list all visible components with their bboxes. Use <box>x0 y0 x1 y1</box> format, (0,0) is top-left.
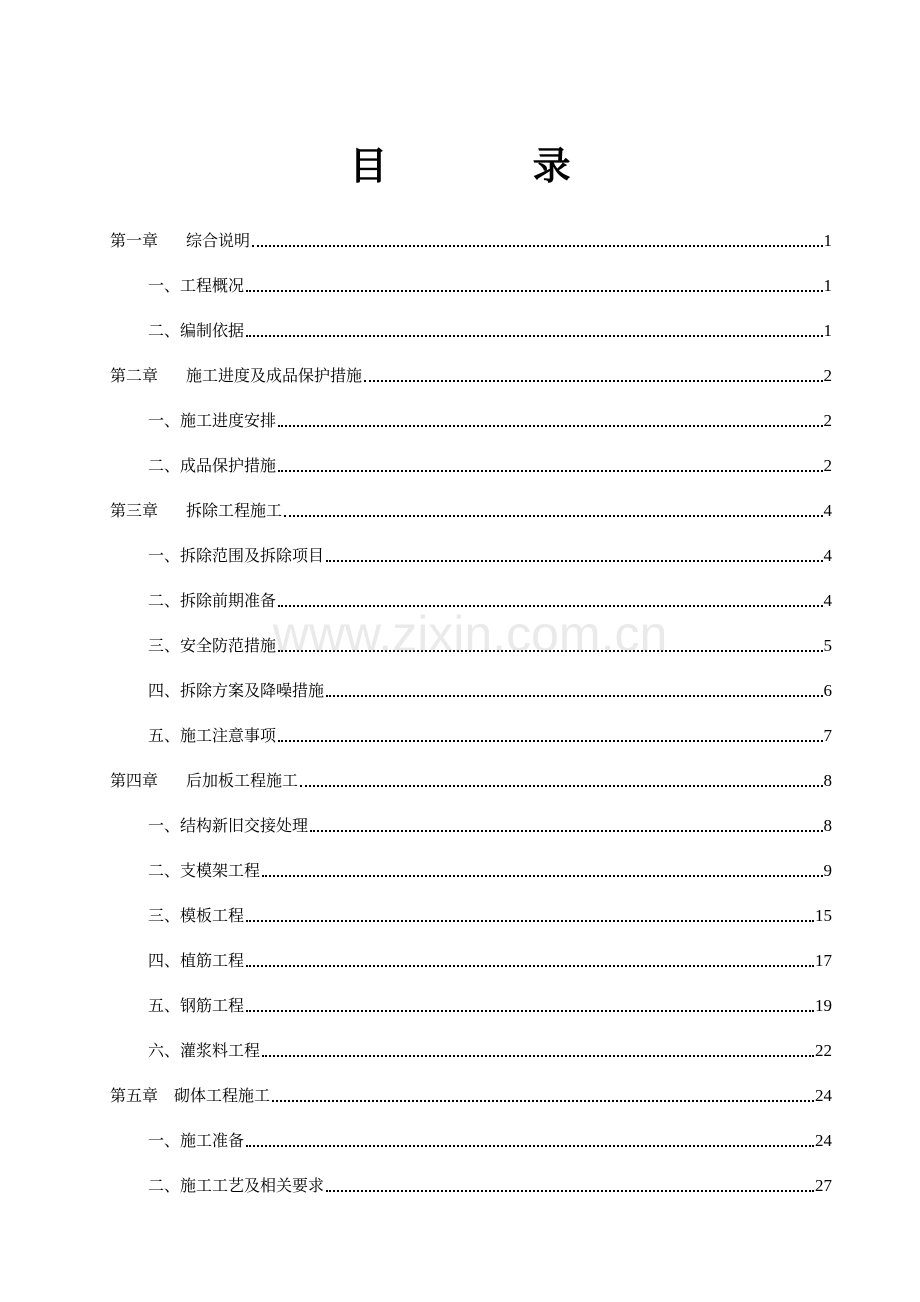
toc-entry-label <box>148 815 310 837</box>
toc-page-number: 2 <box>823 366 832 385</box>
toc-dot-leader <box>246 289 822 292</box>
toc-section-entry[interactable] <box>148 883 832 927</box>
toc-section-entry[interactable] <box>148 658 832 702</box>
toc-section-entry[interactable] <box>148 703 832 747</box>
toc-page-number: 2 <box>823 411 832 430</box>
toc-entry-text: 一、拆除范围及拆除项目 <box>148 546 325 565</box>
toc-entry-label <box>148 725 278 747</box>
toc-entry-label <box>148 905 246 927</box>
toc-section-entry[interactable] <box>148 253 832 297</box>
toc-entry-label <box>148 275 246 297</box>
toc-page-number: 15 <box>815 906 832 925</box>
toc-entry-label <box>148 545 326 567</box>
toc-entry-label <box>148 1130 246 1152</box>
toc-dot-leader <box>300 784 822 787</box>
toc-entry-label <box>148 635 278 657</box>
toc-dot-leader <box>246 334 822 337</box>
toc-page-number: 5 <box>823 636 832 655</box>
toc-entry-text: 三、安全防范措施 <box>148 636 277 655</box>
toc-page-number: 9 <box>823 861 832 880</box>
toc-entry-text: 综合说明 <box>186 231 251 250</box>
toc-section-entry[interactable] <box>148 613 832 657</box>
toc-entry-text: 后加板工程施工 <box>186 771 299 790</box>
toc-dot-leader <box>272 1099 814 1102</box>
toc-entry-text: 二、编制依据 <box>148 321 245 340</box>
toc-entry-text: 二、成品保护措施 <box>148 456 277 475</box>
toc-dot-leader <box>310 829 822 832</box>
toc-entry-text: 五、钢筋工程 <box>148 996 245 1015</box>
toc-entry-label <box>148 455 278 477</box>
toc-section-entry[interactable] <box>148 928 832 972</box>
toc-entry-label <box>148 590 278 612</box>
toc-page-number: 4 <box>823 591 832 610</box>
toc-dot-leader <box>246 919 814 922</box>
toc-chapter-entry[interactable] <box>110 478 832 522</box>
toc-dot-leader <box>278 424 822 427</box>
toc-page-number: 1 <box>823 231 832 250</box>
toc-page-number: 6 <box>823 681 832 700</box>
toc-dot-leader <box>278 649 822 652</box>
toc-dot-leader <box>364 379 822 382</box>
toc-dot-leader <box>262 874 822 877</box>
toc-entry-label <box>148 410 278 432</box>
toc-page-number: 24 <box>815 1131 832 1150</box>
toc-dot-leader <box>252 244 822 247</box>
toc-dot-leader <box>246 964 814 967</box>
toc-dot-leader <box>326 559 822 562</box>
toc-entry-text: 三、模板工程 <box>148 906 245 925</box>
toc-section-entry[interactable] <box>148 973 832 1017</box>
toc-page-number: 4 <box>823 501 832 520</box>
toc-page-number: 8 <box>823 816 832 835</box>
toc-section-entry[interactable] <box>148 298 832 342</box>
toc-page-number: 2 <box>823 456 832 475</box>
toc-chapter-entry[interactable] <box>110 748 832 792</box>
toc-entry-text: 二、施工工艺及相关要求 <box>148 1176 325 1195</box>
toc-section-entry[interactable] <box>148 388 832 432</box>
toc-entry-label <box>148 1175 326 1197</box>
toc-section-entry[interactable] <box>148 568 832 612</box>
toc-entry-label <box>110 230 252 252</box>
toc-page-number: 27 <box>815 1176 832 1195</box>
toc-page-number: 7 <box>823 726 832 745</box>
toc-page-number: 24 <box>815 1086 832 1105</box>
toc-entry-label <box>148 1040 262 1062</box>
toc-entry-label <box>148 995 246 1017</box>
toc-section-entry[interactable] <box>148 1018 832 1062</box>
toc-entry-label <box>110 770 300 792</box>
toc-page-number: 1 <box>823 321 832 340</box>
watermark: www.zixin.com.cn <box>272 606 668 662</box>
toc-entry-text: 四、拆除方案及降噪措施 <box>148 681 325 700</box>
toc-page-number: 4 <box>823 546 832 565</box>
toc-entry-text: 一、结构新旧交接处理 <box>148 816 309 835</box>
toc-chapter-number: 第一章 <box>110 231 159 250</box>
toc-entry-text: 二、拆除前期准备 <box>148 591 277 610</box>
toc-entry-text: 六、灌浆料工程 <box>148 1041 261 1060</box>
toc-entry-label <box>110 365 364 387</box>
toc-entry-text: 二、支模架工程 <box>148 861 261 880</box>
toc-dot-leader <box>278 469 822 472</box>
toc-dot-leader <box>284 514 822 517</box>
toc-entry-label <box>148 320 246 342</box>
toc-entry-label <box>148 680 326 702</box>
toc-page-number: 1 <box>823 276 832 295</box>
toc-entry-text: 施工进度及成品保护措施 <box>186 366 363 385</box>
toc-page-number: 19 <box>815 996 832 1015</box>
toc-chapter-number: 第四章 <box>110 771 159 790</box>
toc-chapter-number: 第二章 <box>110 366 159 385</box>
toc-page-number: 22 <box>815 1041 832 1060</box>
toc-section-entry[interactable] <box>148 1108 832 1152</box>
toc-entry-text: 一、施工进度安排 <box>148 411 277 430</box>
toc-entry-label <box>148 950 246 972</box>
toc-dot-leader <box>246 1144 814 1147</box>
toc-entry-text: 一、工程概况 <box>148 276 245 295</box>
toc-entry-text: 四、植筋工程 <box>148 951 245 970</box>
toc-entry-text: 五、施工注意事项 <box>148 726 277 745</box>
toc-section-entry[interactable] <box>148 793 832 837</box>
toc-dot-leader <box>246 1009 814 1012</box>
toc-entry-label <box>110 1085 272 1107</box>
toc-entry-text: 拆除工程施工 <box>186 501 283 520</box>
toc-page-number: 8 <box>823 771 832 790</box>
toc-dot-leader <box>326 1189 814 1192</box>
toc-section-entry[interactable] <box>148 433 832 477</box>
toc-entry-text: 砌体工程施工 <box>174 1086 271 1105</box>
toc-dot-leader <box>262 1054 814 1057</box>
toc-dot-leader <box>278 604 822 607</box>
toc-chapter-number: 第五章 <box>110 1086 159 1105</box>
toc-entry-label <box>110 500 284 522</box>
page-title: 目 录 <box>349 143 637 188</box>
toc-section-entry[interactable] <box>148 523 832 567</box>
toc-chapter-entry[interactable] <box>110 208 832 252</box>
toc-section-entry[interactable] <box>148 1153 832 1197</box>
toc-entry-label <box>148 860 262 882</box>
toc-dot-leader <box>326 694 822 697</box>
toc-chapter-entry[interactable] <box>110 343 832 387</box>
toc-chapter-number: 第三章 <box>110 501 159 520</box>
toc-section-entry[interactable] <box>148 838 832 882</box>
toc-page-number: 17 <box>815 951 832 970</box>
toc-entry-text: 一、施工准备 <box>148 1131 245 1150</box>
toc-dot-leader <box>278 739 822 742</box>
toc-chapter-entry[interactable] <box>110 1063 832 1107</box>
